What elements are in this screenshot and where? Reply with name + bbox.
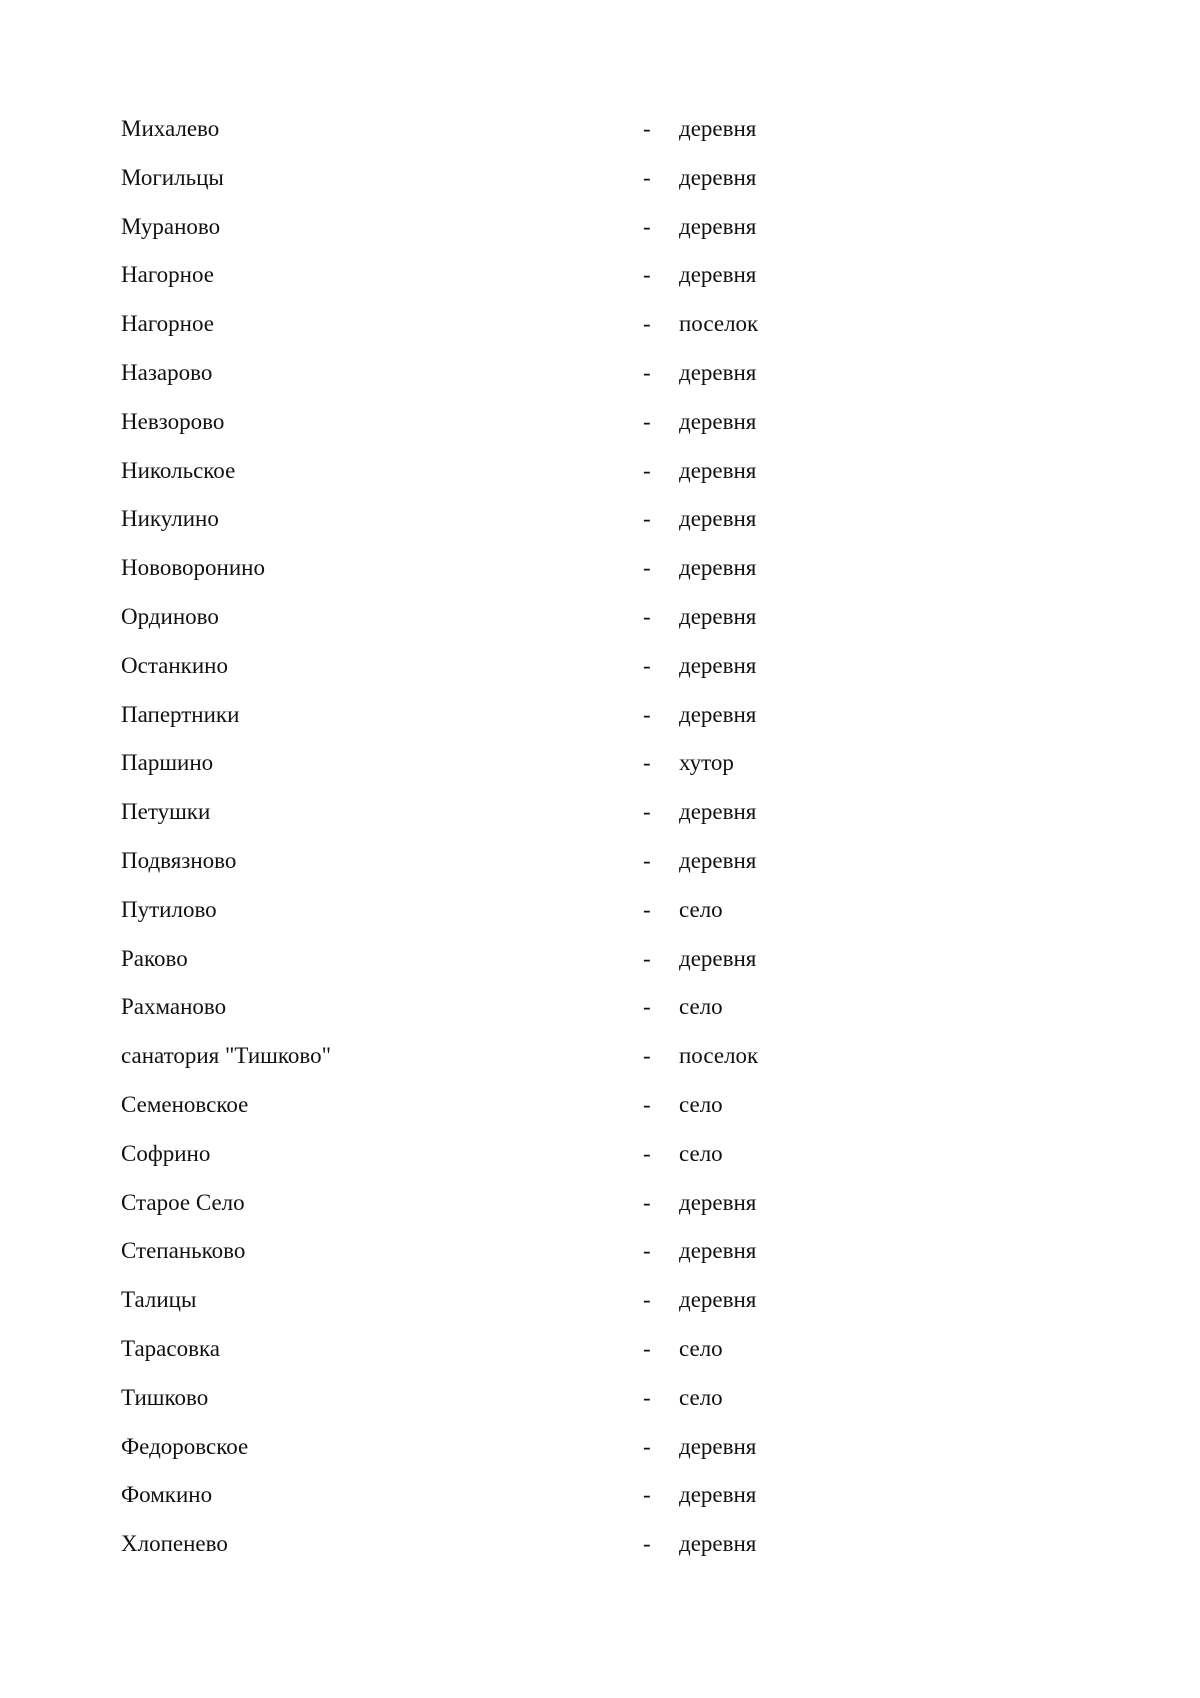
settlement-name: Петушки	[121, 799, 211, 825]
settlement-name: Паршино	[121, 750, 214, 776]
separator-dash: -	[643, 945, 651, 971]
settlement-type: деревня	[679, 1531, 757, 1557]
settlement-type: деревня	[679, 603, 757, 629]
separator-dash: -	[643, 359, 651, 385]
separator-dash: -	[643, 652, 651, 678]
settlement-type: поселок	[679, 1043, 759, 1069]
settlement-name: Путилово	[121, 896, 217, 922]
separator-dash: -	[643, 1189, 651, 1215]
separator-dash: -	[643, 1335, 651, 1361]
list-item	[121, 1374, 861, 1423]
settlement-name: Подвязново	[121, 847, 237, 873]
list-item	[121, 203, 861, 252]
separator-dash: -	[643, 847, 651, 873]
list-item	[121, 251, 861, 300]
separator-dash: -	[643, 1531, 651, 1557]
settlement-list	[121, 105, 861, 1569]
settlement-type: село	[679, 1140, 723, 1166]
settlement-name: Раково	[121, 945, 188, 971]
separator-dash: -	[643, 262, 651, 288]
settlement-name: Невзорово	[121, 408, 225, 434]
settlement-name: Федоровское	[121, 1433, 249, 1459]
settlement-type: деревня	[679, 506, 757, 532]
separator-dash: -	[643, 1043, 651, 1069]
separator-dash: -	[643, 896, 651, 922]
settlement-type: деревня	[679, 116, 757, 141]
settlement-name: Нагорное	[121, 311, 214, 337]
separator-dash: -	[643, 506, 651, 532]
settlement-name: Хлопенево	[121, 1531, 228, 1557]
separator-dash: -	[643, 1433, 651, 1459]
separator-dash: -	[643, 1482, 651, 1508]
list-item	[121, 1471, 861, 1520]
separator-dash: -	[643, 994, 651, 1020]
settlement-type: село	[679, 1384, 723, 1410]
list-item	[121, 398, 861, 447]
separator-dash: -	[643, 603, 651, 629]
settlement-type: деревня	[679, 262, 757, 288]
list-item	[121, 788, 861, 837]
settlement-name: Папертники	[121, 701, 240, 727]
settlement-name: Рахманово	[121, 994, 227, 1020]
settlement-type: деревня	[679, 1189, 757, 1215]
list-item	[121, 593, 861, 642]
separator-dash: -	[643, 213, 651, 239]
settlement-name: Никулино	[121, 506, 219, 532]
settlement-type: деревня	[679, 652, 757, 678]
list-item	[121, 642, 861, 691]
settlement-name: Степаньково	[121, 1238, 246, 1264]
settlement-name: Талицы	[121, 1287, 197, 1313]
settlement-type: село	[679, 1335, 723, 1361]
list-item	[121, 837, 861, 886]
list-item	[121, 300, 861, 349]
separator-dash: -	[643, 1091, 651, 1117]
settlement-type: поселок	[679, 311, 759, 337]
list-item	[121, 886, 861, 935]
list-item	[121, 154, 861, 203]
settlement-name: Софрино	[121, 1140, 211, 1166]
settlement-name: Мураново	[121, 213, 221, 239]
separator-dash: -	[643, 164, 651, 190]
settlement-name: Ординово	[121, 603, 219, 629]
settlement-type: деревня	[679, 213, 757, 239]
settlement-name: Фомкино	[121, 1482, 213, 1508]
list-item	[121, 935, 861, 984]
settlement-type: деревня	[679, 1433, 757, 1459]
list-item	[121, 447, 861, 496]
separator-dash: -	[643, 555, 651, 581]
settlement-type: деревня	[679, 457, 757, 483]
separator-dash: -	[643, 750, 651, 776]
list-item	[121, 495, 861, 544]
separator-dash: -	[643, 408, 651, 434]
settlement-type: деревня	[679, 945, 757, 971]
list-item	[121, 1081, 861, 1130]
settlement-type: деревня	[679, 164, 757, 190]
settlement-type: деревня	[679, 408, 757, 434]
settlement-name: санатория "Тишково"	[121, 1043, 331, 1069]
separator-dash: -	[643, 311, 651, 337]
list-item	[121, 544, 861, 593]
settlement-type: деревня	[679, 847, 757, 873]
separator-dash: -	[643, 1287, 651, 1313]
settlement-name: Останкино	[121, 652, 228, 678]
separator-dash: -	[643, 1384, 651, 1410]
settlement-type: деревня	[679, 799, 757, 825]
list-item	[121, 1179, 861, 1228]
list-item	[121, 1325, 861, 1374]
settlement-name: Михалево	[121, 116, 220, 141]
separator-dash: -	[643, 457, 651, 483]
list-item	[121, 691, 861, 740]
settlement-name: Семеновское	[121, 1091, 249, 1117]
separator-dash: -	[643, 116, 651, 141]
settlement-name: Назарово	[121, 359, 213, 385]
list-item	[121, 1423, 861, 1472]
list-item	[121, 983, 861, 1032]
list-item	[121, 1032, 861, 1081]
settlement-name: Тарасовка	[121, 1335, 220, 1361]
settlement-type: деревня	[679, 359, 757, 385]
separator-dash: -	[643, 701, 651, 727]
separator-dash: -	[643, 1140, 651, 1166]
settlement-type: деревня	[679, 555, 757, 581]
settlement-name: Нововоронино	[121, 555, 265, 581]
settlement-type: село	[679, 994, 723, 1020]
separator-dash: -	[643, 799, 651, 825]
list-item	[121, 349, 861, 398]
list-item	[121, 105, 861, 154]
settlement-name: Могильцы	[121, 164, 224, 190]
settlement-type: село	[679, 1091, 723, 1117]
settlement-type: село	[679, 896, 723, 922]
settlement-name: Старое Село	[121, 1189, 245, 1215]
settlement-type: деревня	[679, 1287, 757, 1313]
list-item	[121, 1276, 861, 1325]
settlement-type: деревня	[679, 701, 757, 727]
settlement-name: Тишково	[121, 1384, 209, 1410]
settlement-type: хутор	[679, 750, 734, 776]
settlement-type: деревня	[679, 1482, 757, 1508]
list-item	[121, 1130, 861, 1179]
list-item	[121, 1227, 861, 1276]
list-item	[121, 1520, 861, 1569]
settlement-name: Никольское	[121, 457, 236, 483]
settlement-name: Нагорное	[121, 262, 214, 288]
settlement-type: деревня	[679, 1238, 757, 1264]
separator-dash: -	[643, 1238, 651, 1264]
list-item	[121, 739, 861, 788]
